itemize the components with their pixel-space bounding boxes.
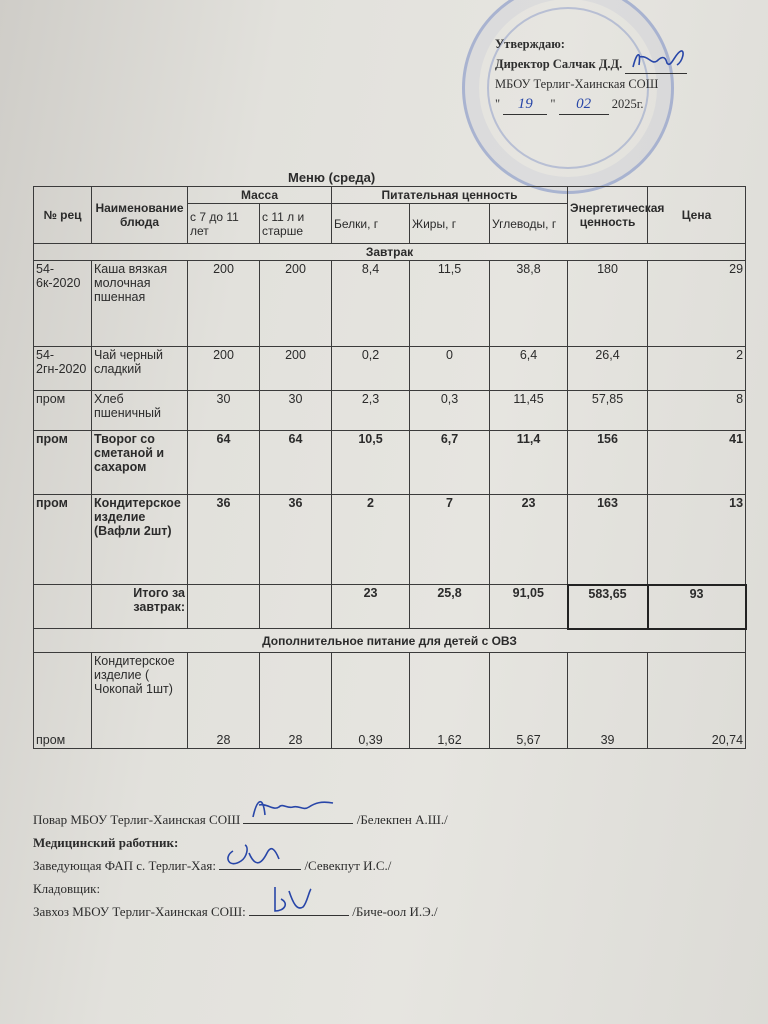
date-day: 19 [503,94,547,115]
director-line [495,54,687,74]
cell-name: Кондитерское изделие ( Чокопай 1шт) [92,653,188,749]
cell-price: 13 [648,495,746,585]
table-row [34,261,746,347]
cell-price: 29 [648,261,746,347]
cell-carbs: 5,67 [490,653,568,749]
cell-protein: 2 [332,495,410,585]
total-price: 93 [648,585,746,629]
col-mass-11-plus: с 11 л и старше [260,204,332,244]
cell-fat: 0 [410,347,490,391]
total-energy: 583,65 [568,585,648,629]
cell-rec: пром [34,495,92,585]
section-extra-label: Дополнительное питание для детей с ОВЗ [34,629,746,653]
col-protein: Белки, г [332,204,410,244]
cook-name: /Белекпен А.Ш./ [356,812,448,827]
cell-m1: 200 [188,347,260,391]
cook-signature [243,809,353,824]
supply-signature [249,901,349,916]
total-empty [260,585,332,629]
total-label: Итого за завтрак: [92,585,188,629]
cell-m2: 30 [260,391,332,431]
cell-protein: 0,2 [332,347,410,391]
cell-name: Хлеб пшеничный [92,391,188,431]
cell-protein: 2,3 [332,391,410,431]
cell-rec: пром [34,431,92,495]
col-nutrition: Питательная ценность [332,187,568,204]
fap-name: /Севекпут И.С./ [304,858,392,873]
table-row [34,391,746,431]
cell-rec: пром [34,391,92,431]
cell-price: 41 [648,431,746,495]
cell-name: Кондитерское изделие (Вафли 2шт) [92,495,188,585]
total-empty [34,585,92,629]
cell-m2: 200 [260,347,332,391]
cell-rec: 54-2гн-2020 [34,347,92,391]
total-protein: 23 [332,585,410,629]
cell-carbs: 11,45 [490,391,568,431]
col-recipe-no: № рец [34,187,92,244]
cell-protein: 10,5 [332,431,410,495]
cell-m2: 200 [260,261,332,347]
director-name: Директор Салчак Д.Д. [495,57,623,71]
cell-energy: 39 [568,653,648,749]
school-line: МБОУ Терлиг-Хаинская СОШ [495,77,659,91]
cell-energy: 156 [568,431,648,495]
col-mass-7-11: с 7 до 11 лет [188,204,260,244]
total-fat: 25,8 [410,585,490,629]
cell-price: 8 [648,391,746,431]
cell-m2: 64 [260,431,332,495]
cell-energy: 26,4 [568,347,648,391]
supply-signature-scribble [259,881,359,917]
total-carbs: 91,05 [490,585,568,629]
section-extra [34,629,746,653]
cell-carbs: 23 [490,495,568,585]
medic-line: Медицинский работник: [33,835,179,850]
cell-m1: 28 [188,653,260,749]
cell-fat: 1,62 [410,653,490,749]
cell-m1: 200 [188,261,260,347]
table-row [34,495,746,585]
cell-protein: 8,4 [332,261,410,347]
supply-label: Завхоз МБОУ Терлиг-Хаинская СОШ: [33,904,246,919]
cell-fat: 7 [410,495,490,585]
storekeeper-line: Кладовщик: [33,881,101,896]
cell-fat: 6,7 [410,431,490,495]
fap-signature-scribble [219,837,301,871]
approval-block [495,34,687,115]
section-breakfast-label: Завтрак [34,244,746,261]
cell-rec: 54-6к-2020 [34,261,92,347]
cell-price: 2 [648,347,746,391]
cell-m1: 64 [188,431,260,495]
cell-m2: 28 [260,653,332,749]
table-row [34,653,746,749]
cell-carbs: 11,4 [490,431,568,495]
fap-signature [219,855,301,870]
director-signature-scribble [627,47,689,73]
col-price: Цена [648,187,746,244]
cell-price: 20,74 [648,653,746,749]
cook-label: Повар МБОУ Терлиг-Хаинская СОШ [33,812,241,827]
signatures-block [33,808,448,923]
approve-label: Утверждаю: [495,37,565,51]
total-empty [188,585,260,629]
cook-line [33,808,448,831]
cell-protein: 0,39 [332,653,410,749]
cell-m1: 36 [188,495,260,585]
col-fat: Жиры, г [410,204,490,244]
cell-m2: 36 [260,495,332,585]
cell-energy: 163 [568,495,648,585]
cook-signature-scribble [243,793,353,823]
cell-energy: 180 [568,261,648,347]
fap-line [33,854,448,877]
cell-name: Чай черный сладкий [92,347,188,391]
cell-energy: 57,85 [568,391,648,431]
supply-line [33,900,448,923]
col-carbs: Углеводы, г [490,204,568,244]
cell-name: Творог со сметаной и сахаром [92,431,188,495]
date-month: 02 [559,94,609,115]
supply-name: /Биче-оол И.Э./ [352,904,438,919]
cell-m1: 30 [188,391,260,431]
header-row-1 [34,187,746,204]
cell-rec: пром [34,653,92,749]
col-dish-name: Наименование блюда [92,187,188,244]
date-year: 2025г. [611,97,644,111]
cell-name: Каша вязкая молочная пшенная [92,261,188,347]
table-row [34,347,746,391]
approval-date: " 19 " 02 2025г. [495,94,687,115]
fap-label: Заведующая ФАП с. Терлиг-Хая: [33,858,216,873]
cell-fat: 11,5 [410,261,490,347]
cell-carbs: 38,8 [490,261,568,347]
menu-title: Меню (среда) [288,170,376,185]
table-row [34,431,746,495]
menu-table [33,186,747,749]
total-row [34,585,746,629]
section-breakfast [34,244,746,261]
director-signature [625,59,687,74]
col-energy: Энергетическая ценность [568,187,648,244]
col-mass: Масса [188,187,332,204]
cell-fat: 0,3 [410,391,490,431]
cell-carbs: 6,4 [490,347,568,391]
